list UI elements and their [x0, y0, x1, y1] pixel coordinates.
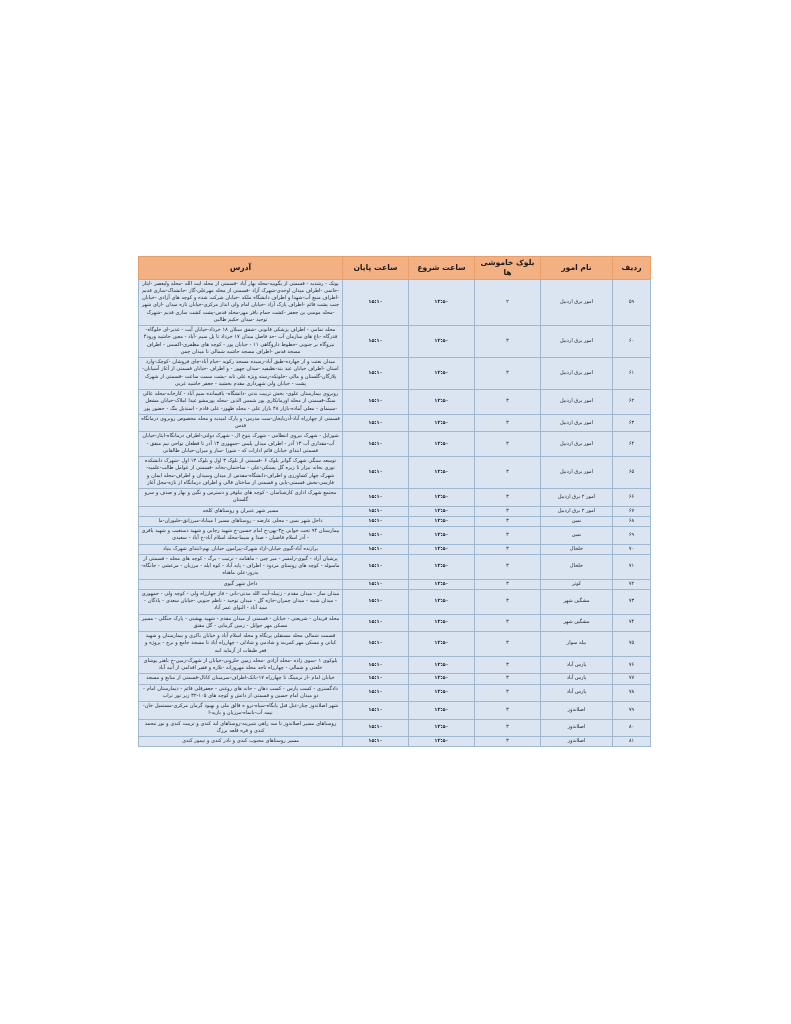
cell-start-time: ۱۲:۵۰: [409, 554, 475, 579]
cell-radif: ۶۶: [613, 489, 651, 507]
cell-start-time: ۱۲:۵۰: [409, 527, 475, 545]
cell-address: برازنده آباد-گیوی خیابان-ازاد شهرک-پیرامون خیابان نهم-ابتدای شهرک بنیاد: [139, 544, 343, 554]
cell-end-time: ۱۵:۱۰: [343, 554, 409, 579]
cell-omur: پارس آباد: [541, 656, 613, 674]
cell-address: محله تمامی - اطراف پزشکی قانونی -شفق سبلان ۱۸ خرداد-خیابان آیت - غدیر-ای خلوگاه-قدرگاه -باغ های سازمان آب -حد فاصل میدان ۱۷ خرداد تا پل سیم -آباد - معین حاشیه ورود۴ نیروگاه بر جنوبی -خطوط داروگاهی ۱۱ - خیابان پور - کوچه های مظفری-اکسس - اطراف مسجد قدس -اطراف مسجد حاشیه شمالی تا میدان چمن: [139, 326, 343, 358]
table-row: [139, 684, 651, 702]
cell-block: ۳: [475, 544, 541, 554]
table-row: [139, 719, 651, 737]
cell-start-time: ۱۲:۵۰: [409, 414, 475, 432]
cell-block: ۳: [475, 579, 541, 589]
column-header-radif: ردیف: [613, 257, 651, 280]
table-header: [139, 257, 651, 280]
cell-omur: بیله سوار: [541, 632, 613, 657]
cell-block: ۳: [475, 489, 541, 507]
cell-radif: ۷۴: [613, 614, 651, 632]
table-row: [139, 614, 651, 632]
cell-omur: امور ۲ برق اردبیل: [541, 489, 613, 507]
cell-block: ۳: [475, 684, 541, 702]
cell-end-time: ۱۵:۱۰: [343, 737, 409, 747]
cell-end-time: ۱۵:۱۰: [343, 579, 409, 589]
cell-radif: ۶۴: [613, 432, 651, 457]
cell-address: مسیر روستاهای محبوب کندی و نادر کندی و تیمور کندی: [139, 737, 343, 747]
cell-block: ۳: [475, 516, 541, 526]
cell-block: ۳: [475, 457, 541, 489]
cell-omur: امور برق اردبیل: [541, 390, 613, 415]
cell-omur: اصلاندوز: [541, 702, 613, 720]
cell-start-time: ۱۲:۵۰: [409, 544, 475, 554]
cell-omur: امور برق اردبیل: [541, 457, 613, 489]
cell-end-time: ۱۵:۱۰: [343, 656, 409, 674]
column-header-block: بلوک خاموشی ها: [475, 257, 541, 280]
cell-radif: ۷۵: [613, 632, 651, 657]
cell-block: ۳: [475, 390, 541, 415]
cell-address: دادگستری - کسب پارس - کسب دهان - خانه های روغنی - جعفرقلی قائم - دیمارستان امام - دو میدان امام حسین و قسمتی از دانش و کوچه های ۱۰۵-۳۲ زیر تور تراب: [139, 684, 343, 702]
cell-radif: ۷۳: [613, 589, 651, 614]
cell-address: محله فریدان - شریعتی - خیابان - قسمتی از میدان مقدم - شهید بهشتی - پارک جنگلی - مسیر مسکن مهر جوایل - زمین گرمایی - گل مقتق: [139, 614, 343, 632]
cell-address: مجتمع شهرک اداری کارشناسان - کوچه های نیلوفر و دسترس و نگین و بهار و صدف و سرو گلستان: [139, 489, 343, 507]
table-row: [139, 326, 651, 358]
table-row: [139, 702, 651, 720]
cell-address: روبروی بیمارستان علوی- بخش تربیت بدنی -دانشگاه- باقیمانده سیم آباد - کارخانه-محله عالی سنگ-قسمتی از محله اورمانکاری پور شمس الدین -محله پورمشو عیدا املاک-خیابان مشعل -سینمای - معلی آماده-بازار ۴۸ بازار علی - محله ظهور- علی قادم - استدیل بنگ - حضور پور: [139, 390, 343, 415]
cell-start-time: ۱۲:۵۰: [409, 589, 475, 614]
cell-omur: نمین: [541, 527, 613, 545]
cell-omur: امور برق اردبیل: [541, 432, 613, 457]
table-row: [139, 674, 651, 684]
cell-end-time: ۱۵:۱۰: [343, 674, 409, 684]
table-row: [139, 516, 651, 526]
cell-address: میدان بعثت و از چهارده-طبق آباد-رسیده مسجد رکویه -خیام آباد-چای فروشان -کوچک-وارد استان -اطراف خیابان عید بند-نظیفیه -میدان چهور - و اطراف -خیابان قسمتی از آغاز آسیابان-پلازگان-گلستان و مالی -خلوتکه-رسته ویژه علی تابه -پشت سمت ساعت -قسمتی از شهرک پشت - خیابان ولی شهرداری مقدم بخشید - جعفر حاشیه غربی: [139, 358, 343, 390]
cell-start-time: ۱۲:۵۰: [409, 516, 475, 526]
cell-address: بلوکوی ۱ -سوی زاده -محله آزادی -محله زمین حلزونی-خیابان از شهرک-زمین-خ باهنر یوشای خلعتی و شمالی - چهارراه تاجد محله مهرورانه -بلازه و فقیر اقدامی از آنیه آباد: [139, 656, 343, 674]
cell-address: مسیر شهر عنبران و روستاهای کلخه: [139, 506, 343, 516]
cell-block: ۳: [475, 589, 541, 614]
cell-address: قسمتی از چهارراه آباد-آذربایجان-ست مدرس- و پارک امیدیه و محله مخصوص روبروی درمانگاه قدس: [139, 414, 343, 432]
cell-end-time: ۱۵:۱۰: [343, 432, 409, 457]
cell-radif: ۶۸: [613, 516, 651, 526]
cell-address: شهر اصلاندوز چنار-عنل قنل پایگاه-سیاه-ترو ه قالق ملی و بهبود گرمان مرکزی-مستمیل خان-نیمه آب-بانماه-مرزبان و بازیه-ا: [139, 702, 343, 720]
cell-start-time: ۱۲:۵۰: [409, 326, 475, 358]
table-row: [139, 632, 651, 657]
cell-omur: امور برق اردبیل: [541, 414, 613, 432]
cell-address: میدان ساز - میدان مقدم - زنبیله-آیت الله مدنی-بانی - فاز جهارراه ولی - کوچه ولی - جمهوری - میدان شبیه - میدان چمران-خازه گل - میدان توحید - ناظم جنوبی -خیابان سعدی - پادگان - سید آباد - البوای عمر آباد: [139, 589, 343, 614]
cell-block: ۳: [475, 414, 541, 432]
cell-radif: ۷۸: [613, 684, 651, 702]
outage-schedule-table: [138, 256, 651, 747]
table-row: [139, 506, 651, 516]
column-header-omur: نام امور: [541, 257, 613, 280]
cell-block: ۳: [475, 702, 541, 720]
cell-end-time: ۱۵:۱۰: [343, 544, 409, 554]
cell-block: ۳: [475, 632, 541, 657]
cell-start-time: ۱۲:۵۰: [409, 614, 475, 632]
cell-omur: خلخال: [541, 544, 613, 554]
cell-end-time: ۱۵:۱۰: [343, 279, 409, 326]
cell-start-time: ۱۲:۵۰: [409, 579, 475, 589]
cell-start-time: ۱۲:۵۰: [409, 279, 475, 326]
cell-address: بیمارستان ۹۴ تخت خوابی خ۳-پهن-خ امام حسین-خ شهید رجایی و شهید دستغیب و شهید باقری - آذر اسلام قاضیان - صدا و سیما-محله اسلام آباد-خ آباد - سعیدی: [139, 527, 343, 545]
cell-address: روستاهای مسیر اصلاندوز تا سه راهی شیرینه-روستاهای لند کندی و تربیت کندی و نور محمد کندی و قره قلعه برزگ: [139, 719, 343, 737]
cell-end-time: ۱۵:۱۰: [343, 614, 409, 632]
cell-start-time: ۱۲:۵۰: [409, 432, 475, 457]
cell-omur: امور برق اردبیل: [541, 358, 613, 390]
cell-start-time: ۱۲:۵۰: [409, 656, 475, 674]
cell-start-time: ۱۲:۵۰: [409, 506, 475, 516]
cell-omur: امور برق اردبیل: [541, 326, 613, 358]
table-row: [139, 489, 651, 507]
table-body: [139, 279, 651, 747]
cell-address: شورایل - شهرک نیروی انتظامی - شهرک پتوخ ال - شهرک دولتی-اطراف درمانگاه-ایثار-خیابان آب-مقداری آب ۱۳ آذر - اطراف میدان پلیس -جمهوری ۱۳ آذر تا قطعان نواحی نیم منقق - قسمتی ابتدای خیابان قائم ادارات که - شورا -ساز و میزان-خیابان طالقانی: [139, 432, 343, 457]
cell-end-time: ۱۵:۱۰: [343, 358, 409, 390]
cell-radif: ۷۷: [613, 674, 651, 684]
table-row: [139, 544, 651, 554]
cell-start-time: ۱۲:۵۰: [409, 390, 475, 415]
table-row: [139, 737, 651, 747]
cell-address: داخل شهر نمین - محلی عارضه - روستاهای مسیر ا میناباد-میرزانق-خلیوران-ما: [139, 516, 343, 526]
cell-block: ۳: [475, 432, 541, 457]
cell-address: داخل شهر گیوی: [139, 579, 343, 589]
table-row: [139, 457, 651, 489]
cell-block: ۳: [475, 506, 541, 516]
cell-omur: نمین: [541, 516, 613, 526]
cell-start-time: ۱۲:۵۰: [409, 719, 475, 737]
cell-omur: امور ۲ برق اردبیل: [541, 506, 613, 516]
cell-radif: ۷۹: [613, 702, 651, 720]
cell-end-time: ۱۵:۱۰: [343, 390, 409, 415]
cell-address: پرشیان آزاد - گیوی-رامسر - میر چین - ماهنامه - ترتیب - برگ - کوچه های محله - قسمتی از ماسوله - کوچه های روستای مردود - اطراف - پایه آباد - کوه ایله - مرزبان - مرعشی - جانگاه-بدرور-علی ماهناه: [139, 554, 343, 579]
cell-omur: کوثر: [541, 579, 613, 589]
cell-address: قسمت شمالی محله مستقلی پرتگاه و محله اسلام آباد و خیابان باکری و بیمارستان و شهید کیانی و مسکن مهر کمربند و شادمی و شادلی - چهارراه آباد تا مسجد جامع و برج - پروژه و قعر طبقات از آزمایه انبه: [139, 632, 343, 657]
cell-start-time: ۱۲:۵۰: [409, 489, 475, 507]
cell-radif: ۶۱: [613, 358, 651, 390]
cell-omur: خلخال: [541, 554, 613, 579]
cell-block: ۳: [475, 358, 541, 390]
cell-omur: امور برق اردبیل: [541, 279, 613, 326]
table-row: [139, 554, 651, 579]
cell-block: ۳: [475, 656, 541, 674]
table-row: [139, 279, 651, 326]
cell-start-time: ۱۲:۵۰: [409, 674, 475, 684]
cell-end-time: ۱۵:۱۰: [343, 326, 409, 358]
cell-end-time: ۱۵:۱۰: [343, 527, 409, 545]
cell-radif: ۵۹: [613, 279, 651, 326]
cell-block: ۳: [475, 719, 541, 737]
cell-block: ۳: [475, 326, 541, 358]
cell-end-time: ۱۵:۱۰: [343, 414, 409, 432]
cell-end-time: ۱۵:۱۰: [343, 506, 409, 516]
cell-radif: ۸۰: [613, 719, 651, 737]
cell-start-time: ۱۲:۵۰: [409, 702, 475, 720]
table-row: [139, 432, 651, 457]
cell-start-time: ۱۲:۵۰: [409, 684, 475, 702]
table-row: [139, 358, 651, 390]
column-header-end: ساعت پایان: [343, 257, 409, 280]
cell-radif: ۶۵: [613, 457, 651, 489]
column-header-address: آدرس: [139, 257, 343, 280]
cell-omur: پارس آباد: [541, 684, 613, 702]
cell-address: پونک - رشدیه - قسمتی از یگوییه-محله بهار آباد -قسمتی از محله ایت الله -محله ولیعصر -ایثار -خاتمی -اطراف میدان اوحدی-شهرک آزاد -قسمتی از محله مهرعلی-گاز -جانشناک-سازی قدیم -اطراف منبع آب-شهدا و اطراف دانشگاه ملکه -خیابان شرکت شده و کوچه های آزادی -خیابان جنب پشت قائم -اطراف پارک آزاد -خیابان امام ولی انداز مرکزی-خیابان تازه میدان -ازای شهر -محله موسی بن جعفر -کشت حمام بافر مهر-محله قدس-پشت کشت سازی قدیم -شهرک توحید -میدان حکیم طالبی: [139, 279, 343, 326]
cell-radif: ۶۳: [613, 414, 651, 432]
cell-end-time: ۱۵:۱۰: [343, 719, 409, 737]
cell-radif: ۶۲: [613, 390, 651, 415]
cell-omur: اصلاندوز: [541, 737, 613, 747]
cell-omur: اصلاندوز: [541, 719, 613, 737]
cell-radif: ۷۶: [613, 656, 651, 674]
cell-radif: ۷۱: [613, 554, 651, 579]
cell-start-time: ۱۲:۵۰: [409, 632, 475, 657]
table-row: [139, 579, 651, 589]
outage-table-container: [139, 256, 651, 747]
cell-block: ۳: [475, 737, 541, 747]
cell-start-time: ۱۲:۵۰: [409, 457, 475, 489]
cell-address: توسعه سنگی شهرک گوانر بلوک ۶ -قسمتی از بلوک ۳ اول و بلوک ۱۳ اول -شهرک دانشکده نوری بخانه نیزار تا زیره گل پستکی-علی - ساختمان-بخانه -قسمتی از عوامل طالب-علمیه-شهرک چهار کشاورزی و اطراف-دانشگاه-مقدس از میدان وسیدان و اطراف-محله ایمان و فارسی-بخش قسمتی-پایی و قسمتی از ساختان قالی و اطراف درمانگاه از تازه-محل آغاز: [139, 457, 343, 489]
cell-end-time: ۱۵:۱۰: [343, 457, 409, 489]
table-row: [139, 589, 651, 614]
cell-block: ۳: [475, 527, 541, 545]
cell-block: ۳: [475, 554, 541, 579]
cell-end-time: ۱۵:۱۰: [343, 702, 409, 720]
header-row: [139, 257, 651, 280]
cell-address: خیابان امام -از نرمینگ تا چهارراه ۱۷-بانک-اطراف-سرمینان کانال-قسمتی از منابع و مسجد: [139, 674, 343, 684]
cell-radif: ۷۰: [613, 544, 651, 554]
cell-block: ۲: [475, 279, 541, 326]
cell-omur: مشگین شهر: [541, 614, 613, 632]
table-row: [139, 390, 651, 415]
cell-omur: پارس آباد: [541, 674, 613, 684]
cell-end-time: ۱۵:۱۰: [343, 589, 409, 614]
cell-block: ۳: [475, 614, 541, 632]
cell-radif: ۶۰: [613, 326, 651, 358]
cell-end-time: ۱۵:۱۰: [343, 684, 409, 702]
cell-start-time: ۱۲:۵۰: [409, 358, 475, 390]
column-header-start: ساعت شروع: [409, 257, 475, 280]
cell-omur: مشگین شهر: [541, 589, 613, 614]
cell-start-time: ۱۲:۵۰: [409, 737, 475, 747]
cell-block: ۳: [475, 674, 541, 684]
cell-radif: ۷۲: [613, 579, 651, 589]
table-row: [139, 656, 651, 674]
table-row: [139, 414, 651, 432]
cell-radif: ۸۱: [613, 737, 651, 747]
cell-end-time: ۱۵:۱۰: [343, 516, 409, 526]
cell-radif: ۶۷: [613, 506, 651, 516]
cell-radif: ۶۹: [613, 527, 651, 545]
table-row: [139, 527, 651, 545]
cell-end-time: ۱۵:۱۰: [343, 489, 409, 507]
cell-end-time: ۱۵:۱۰: [343, 632, 409, 657]
